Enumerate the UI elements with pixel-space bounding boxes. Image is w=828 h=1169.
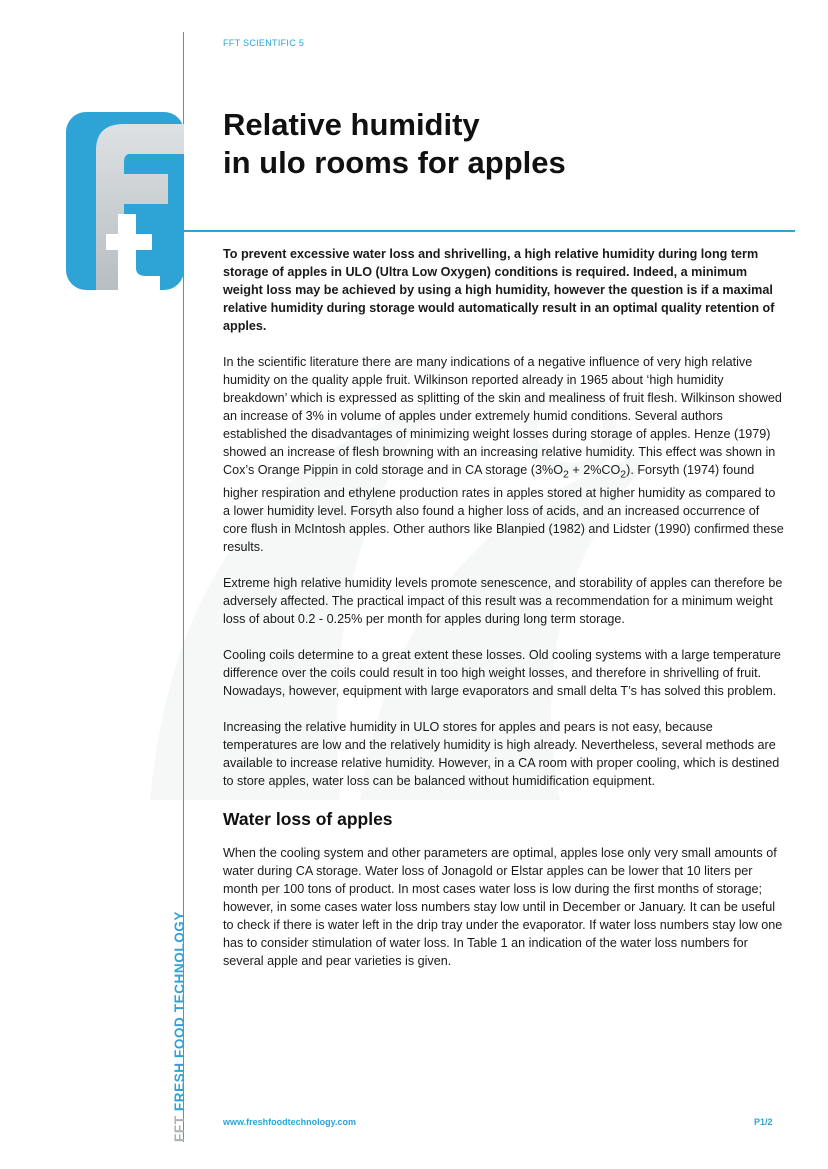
brand-name: FRESH FOOD TECHNOLOGY — [172, 910, 187, 1116]
series-label: FFT SCIENTIFIC 5 — [223, 38, 305, 48]
body-paragraph-ulo-stores: Increasing the relative humidity in ULO stores for apples and pears is not easy, because temperatures are low and the relatively humidity is high already. Nevertheless, several methods are available to increase relative humidity. However, in a CA room with proper cooling, which is destined to store apples, water loss can be balanced without humidification equipment. — [223, 719, 780, 788]
title-line-1: Relative humidity — [223, 107, 480, 142]
fresh-food-technology-ft-logo-icon — [66, 112, 184, 290]
paragraph-text: + 2%CO — [568, 463, 621, 477]
lead-paragraph: To prevent excessive water loss and shrivelling, a high relative humidity during long term storage of apples in ULO (Ultra Low Oxygen) conditions is required. Indeed, a minimum weight loss may be achieved by using a high humidity, however the question is if a maximal relative humidity during storage would automatically result in an optimal quality retention of apples. — [223, 247, 775, 333]
title-divider-line — [183, 230, 795, 232]
brand-prefix: FFT — [172, 1115, 187, 1142]
body-paragraph-cooling-coils: Cooling coils determine to a great extent these losses. Old cooling systems with a large temperature difference over the coils could result in too high weight losses, and therefore in shrivelling of fruit. Nowadays, however, equipment with large evaporators and small delta T’s has solved this problem. — [223, 647, 781, 698]
page-title — [223, 106, 566, 182]
subscript-2: 2 — [620, 468, 627, 481]
footer-page-number: P1/2 — [754, 1117, 773, 1127]
body-paragraph-water-loss: When the cooling system and other parameters are optimal, apples lose only very small amounts of water during CA storage. Water loss of Jonagold or Elstar apples can be lower that 10 liters per month per 100 tons of product. In most cases water loss is low during the first months of storage; however, in some cases water loss numbers stay low until in December or January. It can be useful to check if there is water left in the drip tray under the evaporator. If water loss numbers stay low one has to consider stimulation of water loss. In Table 1 an indication of the water loss numbers for several apple and pear varieties is given. — [223, 845, 783, 968]
article-body — [223, 245, 785, 988]
subscript-2: 2 — [563, 468, 569, 481]
paragraph-text: ). Forsyth (1974) found higher respiration and ethylene production rates in apples stored at higher humidity as compared to a lower humidity level. Forsyth also found a higher loss of acids, and an increased occurrence of core flush in McIntosh apples. Other authors like Blanpied (1982) and Lidster (1990) confirmed these results. — [223, 463, 784, 554]
body-paragraph-senescence: Extreme high relative humidity levels promote senescence, and storability of apples can therefore be adversely affected. The practical impact of this result was a recommendation for a minimum weight loss of about 0.2 - 0.25% per month for apples during long term storage. — [223, 575, 783, 626]
title-line-2: in ulo rooms for apples — [223, 145, 566, 180]
paragraph-text: In the scientific literature there are many indications of a negative influence of very high relative humidity on the quality apple fruit. Wilkinson reported already in 1965 about ‘high humidity breakdown’ which is expressed as splitting of the skin and mealiness of fruit flesh. Wilkinson showed an increase of 3% in volume of apples under extremely humid conditions. Several authors established the disadvantages of minimizing weight losses during storage of apples. Henze (1979) showed an increase of flesh browning with an increasing relative humidity. This effect was shown in Cox’s Orange Pippin in cold storage and in CA storage (3%O — [223, 355, 782, 477]
vertical-brand-text — [172, 911, 187, 1142]
body-paragraph-literature — [223, 353, 785, 556]
section-heading: Water loss of apples — [223, 808, 393, 829]
footer-website-link[interactable]: www.freshfoodtechnology.com — [223, 1117, 357, 1127]
